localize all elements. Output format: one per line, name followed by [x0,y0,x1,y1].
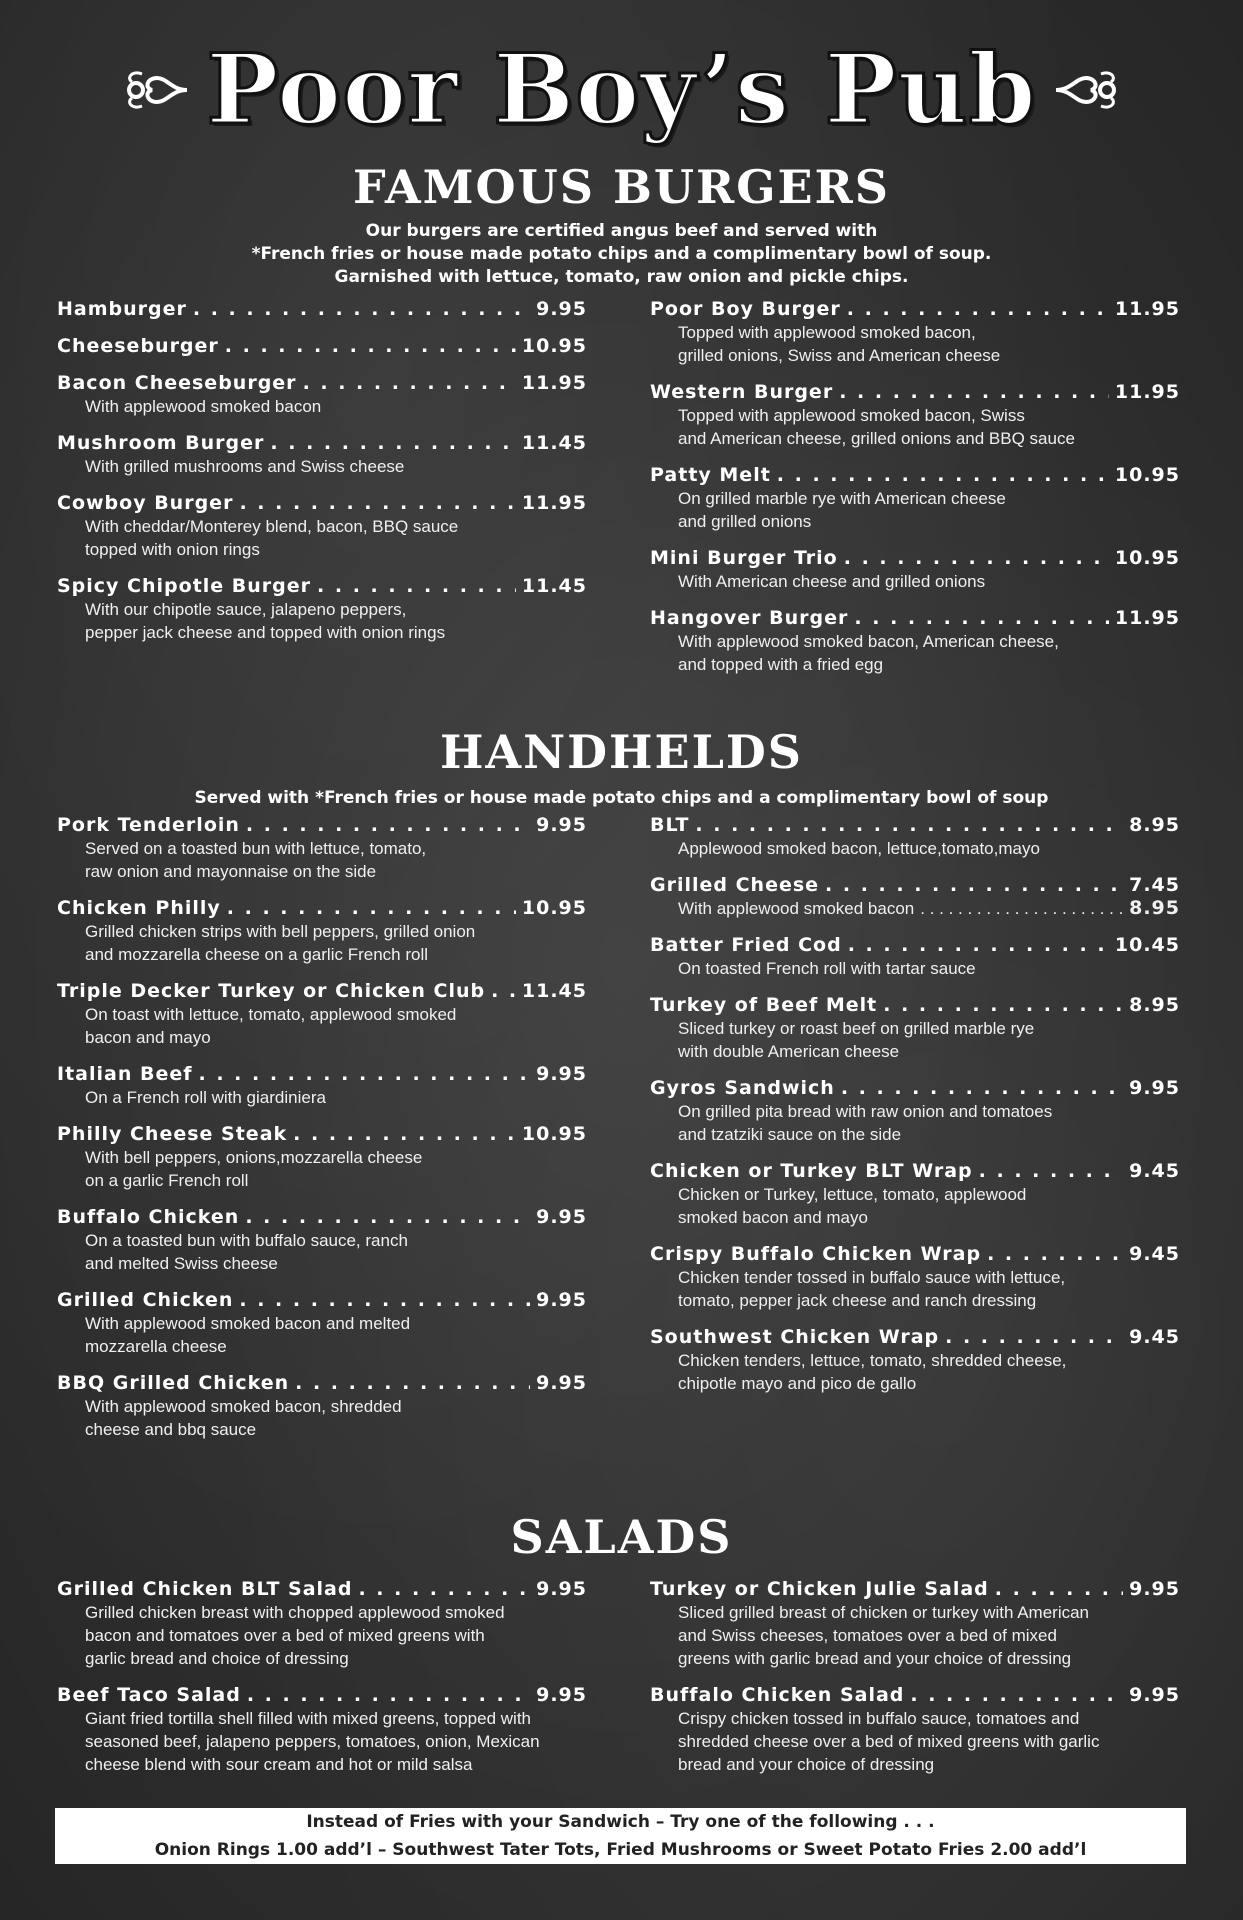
menu-item-name: Cheeseburger [57,335,219,357]
menu-item-price: 10.45 [1114,934,1180,956]
menu-item [57,1578,587,1670]
menu-item-name: Southwest Chicken Wrap [650,1326,940,1348]
menu-item-name: Triple Decker Turkey or Chicken Club [57,980,486,1002]
dot-leader [225,335,516,358]
section-title-burgers: FAMOUS BURGERS [352,160,890,214]
menu-item-name: Grilled Chicken [57,1289,234,1311]
menu-item-row [57,1578,587,1601]
menu-item-price: 11.45 [521,980,587,1002]
dot-leader [239,492,515,515]
menu-item [650,1684,1180,1776]
menu-item-description: and grilled onions [678,512,812,531]
menu-item-name: Beef Taco Salad [57,1684,241,1706]
menu-item-description: With applewood smoked bacon and melted [85,1314,411,1333]
menu-item-description: With cheddar/Monterey blend, bacon, BBQ sauce [85,517,459,536]
menu-item-description: With American cheese and grilled onions [678,572,986,591]
dot-leader [293,1123,516,1146]
menu-item [57,432,587,478]
intro-line: *French fries or house made potato chips and a complimentary bowl of soup. [251,244,992,264]
dot-leader [193,298,530,321]
menu-item-description: Crispy chicken tossed in buffalo sauce, tomatoes and [678,1709,1080,1728]
menu-item [57,980,587,1049]
menu-item-description: chipotle mayo and pico de gallo [678,1374,917,1393]
menu-item [650,994,1180,1063]
left-flourish-icon [122,60,192,120]
menu-item-option [650,897,1180,920]
menu-item [57,335,587,358]
burgers-intro [0,220,1243,289]
title-banner [0,30,1243,150]
menu-item [57,1206,587,1275]
menu-item [57,897,587,966]
menu-item-price: 9.45 [1129,1160,1180,1182]
menu-item-name: Grilled Cheese [650,874,820,896]
menu-item-price: 9.95 [536,814,587,836]
menu-item-name: Grilled Chicken BLT Salad [57,1578,353,1600]
menu-item-description: Chicken tender tossed in buffalo sauce with lettuce, [678,1268,1066,1287]
menu-item-description: Grilled chicken breast with chopped applewood smoked [85,1603,505,1622]
menu-item-row [57,1206,587,1229]
menu-item-description: and Swiss cheeses, tomatoes over a bed of mixed [678,1626,1057,1645]
dot-leader [239,1289,530,1312]
menu-item-description: Chicken or Turkey, lettuce, tomato, applewood [678,1185,1027,1204]
menu-item-description: with double American cheese [678,1042,900,1061]
menu-item [57,1372,587,1441]
menu-item-row [57,372,587,395]
menu-item-description: With bell peppers, onions,mozzarella cheese [85,1148,423,1167]
sides-note-line: Instead of Fries with your Sandwich – Try one of the following . . . [306,1812,935,1832]
menu-item-row [650,1160,1180,1183]
menu-item-price: 9.95 [1129,1578,1180,1600]
sides-upgrade-box [55,1808,1186,1864]
menu-item-name: Chicken Philly [57,897,221,919]
menu-item-row [650,1684,1180,1707]
dot-leader [847,298,1109,321]
menu-item-description: bacon and tomatoes over a bed of mixed greens with [85,1626,485,1645]
menu-item-description: tomato, pepper jack cheese and ranch dressing [678,1291,1037,1310]
menu-item-row [650,814,1180,837]
menu-item-name: Italian Beef [57,1063,193,1085]
menu-item [57,1289,587,1358]
handhelds-left-column [57,814,587,1455]
menu-item-description: On grilled pita bread with raw onion and tomatoes [678,1102,1053,1121]
menu-item-row [57,980,587,1003]
right-flourish-icon [1051,60,1121,120]
menu-item-name: Mini Burger Trio [650,547,838,569]
menu-item-price: 9.95 [536,1289,587,1311]
menu-item-price: 10.95 [521,897,587,919]
dot-leader [883,994,1123,1017]
menu-item-name: Gyros Sandwich [650,1077,835,1099]
dot-leader [841,1077,1123,1100]
dot-leader [995,1578,1123,1601]
menu-item-name: Poor Boy Burger [650,298,841,320]
menu-item-row [57,335,587,358]
dot-leader [825,874,1123,897]
menu-item-row [57,492,587,515]
menu-item-price: 10.95 [521,335,587,357]
menu-item-description: and topped with a fried egg [678,655,884,674]
dot-leader [198,1063,530,1086]
menu-item [650,814,1180,860]
sides-prices-line: Onion Rings 1.00 add’l – Southwest Tater Tots, Fried Mushrooms or Sweet Potato Fries 2.00 add’l [154,1840,1087,1860]
menu-item-name: Turkey of Beef Melt [650,994,878,1016]
intro-line: Served with *French fries or house made potato chips and a complimentary bowl of soup [194,788,1049,808]
menu-item-row [650,1326,1180,1349]
menu-item-name: Batter Fried Cod [650,934,842,956]
menu-item [57,575,587,644]
menu-item-row [57,1684,587,1707]
menu-item [650,1578,1180,1670]
menu-item [650,874,1180,920]
menu-item [650,547,1180,593]
dot-leader [246,814,530,837]
menu-item-name: Turkey or Chicken Julie Salad [650,1578,989,1600]
menu-item-description: With our chipotle sauce, jalapeno peppers, [85,600,407,619]
menu-item-description: cheese and bbq sauce [85,1420,257,1439]
menu-item-price: 10.95 [1114,547,1180,569]
menu-item-description: With applewood smoked bacon [85,397,322,416]
menu-item-description: topped with onion rings [85,540,260,559]
menu-item-name: Bacon Cheeseburger [57,372,297,394]
menu-item-name: BLT [650,814,690,836]
dot-leader [848,934,1109,957]
dot-leader [844,547,1109,570]
menu-item [650,1160,1180,1229]
menu-item-description: garlic bread and choice of dressing [85,1649,349,1668]
menu-item [57,372,587,418]
menu-item-price: 8.95 [1129,994,1180,1016]
menu-item-row [650,934,1180,957]
intro-line: Garnished with lettuce, tomato, raw onion and pickle chips. [334,267,909,287]
menu-item-description: and mozzarella cheese on a garlic French roll [85,945,429,964]
menu-item-description: and melted Swiss cheese [85,1254,278,1273]
handhelds-intro [0,787,1243,810]
menu-item-name: Pork Tenderloin [57,814,240,836]
menu-item-price: 10.95 [1114,464,1180,486]
handhelds-right-column [650,814,1180,1409]
menu-item-description: On toasted French roll with tartar sauce [678,959,976,978]
menu-item-row [650,1578,1180,1601]
menu-item-description: Topped with applewood smoked bacon, Swiss [678,406,1025,425]
menu-item-description: on a garlic French roll [85,1171,249,1190]
dot-leader [227,897,516,920]
menu-item-row [57,1289,587,1312]
section-title-handhelds: HANDHELDS [439,725,804,779]
menu-item-name: Chicken or Turkey BLT Wrap [650,1160,973,1182]
burgers-left-column [57,298,587,658]
dot-leader [945,1326,1123,1349]
menu-item-description: seasoned beef, jalapeno peppers, tomatoes, onion, Mexican [85,1732,540,1751]
menu-item [650,464,1180,533]
menu-item [650,1243,1180,1312]
menu-item-price: 9.95 [536,1063,587,1085]
menu-item-price: 9.95 [1129,1684,1180,1706]
menu-item-row [650,547,1180,570]
menu-item-price: 9.95 [536,298,587,320]
menu-item-row [650,464,1180,487]
menu-item-name: Mushroom Burger [57,432,265,454]
menu-item-description: raw onion and mayonnaise on the side [85,862,377,881]
menu-item-price: 10.95 [521,1123,587,1145]
section-title-salads: SALADS [510,1510,733,1564]
menu-item-description: bacon and mayo [85,1028,211,1047]
menu-item-price: 9.95 [536,1684,587,1706]
dot-leader [839,381,1109,404]
menu-item-name: Crispy Buffalo Chicken Wrap [650,1243,982,1265]
dot-leader [920,897,1123,920]
menu-item-price: 9.95 [536,1372,587,1394]
menu-item-description: On grilled marble rye with American cheese [678,489,1006,508]
menu-item [57,1123,587,1192]
menu-item [57,298,587,321]
menu-item-row [57,1123,587,1146]
menu-item [57,1684,587,1776]
menu-item [650,1326,1180,1395]
menu-item [57,814,587,883]
menu-item-price: 8.95 [1129,814,1180,836]
menu-item-description: bread and your choice of dressing [678,1755,935,1774]
menu-item-description: grilled onions, Swiss and American cheese [678,346,1001,365]
menu-item-row [650,994,1180,1017]
menu-item-price: 11.95 [1114,607,1180,629]
menu-item-description: and American cheese, grilled onions and BBQ sauce [678,429,1075,448]
intro-line: Our burgers are certified angus beef and served with [365,221,878,241]
menu-item-description: With applewood smoked bacon, American cheese, [678,632,1059,651]
menu-item-row [650,1077,1180,1100]
menu-item-name: Buffalo Chicken [57,1206,240,1228]
menu-item-description: On a French roll with giardiniera [85,1088,326,1107]
menu-item-price: 9.95 [1129,1077,1180,1099]
menu-item-description: pepper jack cheese and topped with onion rings [85,623,446,642]
menu-item-option-text: With applewood smoked bacon [678,899,915,918]
menu-item [57,492,587,561]
menu-item [650,607,1180,676]
menu-item-name: Western Burger [650,381,834,403]
menu-item-price: 11.95 [1114,381,1180,403]
menu-item-row [650,298,1180,321]
dot-leader [854,607,1108,630]
menu-item-description: Giant fried tortilla shell filled with mixed greens, topped with [85,1709,531,1728]
menu-item-name: Philly Cheese Steak [57,1123,288,1145]
dot-leader [358,1578,530,1601]
menu-item-description: On toast with lettuce, tomato, applewood smoked [85,1005,457,1024]
menu-item-description: On a toasted bun with buffalo sauce, ranch [85,1231,408,1250]
menu-item-row [57,575,587,598]
menu-item-description: Chicken tenders, lettuce, tomato, shredded cheese, [678,1351,1067,1370]
dot-leader [910,1684,1123,1707]
burgers-right-column [650,298,1180,690]
menu-item-description: Sliced grilled breast of chicken or turkey with American [678,1603,1090,1622]
dot-leader [987,1243,1123,1266]
menu-item-description: Applewood smoked bacon, lettuce,tomato,mayo [678,839,1040,858]
menu-item-description: shredded cheese over a bed of mixed greens with garlic [678,1732,1100,1751]
dot-leader [979,1160,1123,1183]
menu-item-description: and tzatziki sauce on the side [678,1125,902,1144]
menu-item-description: Grilled chicken strips with bell peppers, grilled onion [85,922,476,941]
dot-leader [317,575,516,598]
dot-leader [777,464,1109,487]
dot-leader [303,372,516,395]
menu-item-description: smoked bacon and mayo [678,1208,868,1227]
menu-item-row [57,432,587,455]
menu-item-name: BBQ Grilled Chicken [57,1372,290,1394]
menu-item-description: With grilled mushrooms and Swiss cheese [85,457,405,476]
menu-item-price: 11.45 [521,575,587,597]
dot-leader [295,1372,530,1395]
menu-item-price: 11.95 [521,372,587,394]
menu-item-row [650,1243,1180,1266]
dot-leader [695,814,1123,837]
menu-item-price: 11.95 [521,492,587,514]
menu-item [57,1063,587,1109]
menu-item-row [57,897,587,920]
menu-item-name: Hangover Burger [650,607,849,629]
menu-item-name: Cowboy Burger [57,492,234,514]
menu-item-description: Sliced turkey or roast beef on grilled marble rye [678,1019,1035,1038]
menu-item-description: cheese blend with sour cream and hot or mild salsa [85,1755,473,1774]
menu-item-option-price: 8.95 [1129,897,1180,919]
menu-item-name: Patty Melt [650,464,771,486]
menu-item-row [650,874,1180,897]
menu-item [650,298,1180,367]
menu-item-description: Served on a toasted bun with lettuce, tomato, [85,839,427,858]
menu-item-row [57,1372,587,1395]
menu-item-price: 9.45 [1129,1326,1180,1348]
dot-leader [245,1206,530,1229]
menu-item-price: 9.95 [536,1578,587,1600]
menu-item [650,1077,1180,1146]
menu-item-description: Topped with applewood smoked bacon, [678,323,976,342]
menu-item-row [57,1063,587,1086]
menu-item [650,381,1180,450]
dot-leader [247,1684,530,1707]
menu-item-price: 9.95 [536,1206,587,1228]
menu-item-name: Spicy Chipotle Burger [57,575,312,597]
dot-leader [491,980,516,1003]
pub-title: Poor Boy’s Pub [206,33,1037,146]
menu-item-row [650,607,1180,630]
menu-item-description: With applewood smoked bacon, shredded [85,1397,402,1416]
menu-item-name: Buffalo Chicken Salad [650,1684,905,1706]
menu-item-price: 7.45 [1129,874,1180,896]
menu-item-row [650,381,1180,404]
salads-left-column [57,1578,587,1790]
menu-item-price: 9.45 [1129,1243,1180,1265]
menu-item-price: 11.95 [1114,298,1180,320]
dot-leader [270,432,515,455]
salads-right-column [650,1578,1180,1790]
menu-item-row [57,298,587,321]
menu-item-description: greens with garlic bread and your choice of dressing [678,1649,1072,1668]
menu-item [650,934,1180,980]
menu-item-description: mozzarella cheese [85,1337,227,1356]
menu-item-name: Hamburger [57,298,187,320]
menu-item-row [57,814,587,837]
menu-item-price: 11.45 [521,432,587,454]
